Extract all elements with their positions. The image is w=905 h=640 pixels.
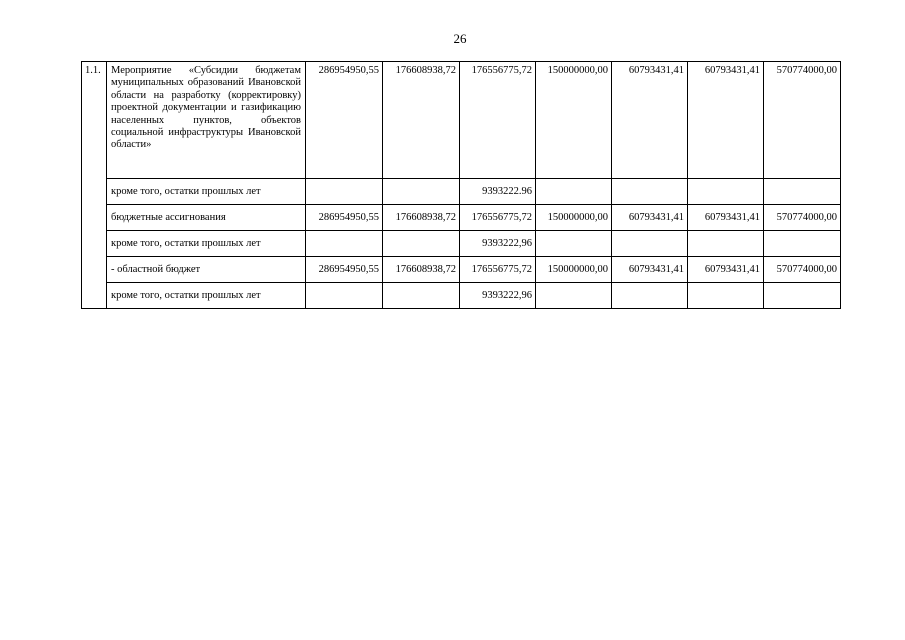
budget-table — [81, 61, 841, 309]
value-cell — [688, 283, 764, 309]
value-cell — [764, 231, 841, 257]
table-row — [82, 179, 841, 205]
value-cell — [536, 283, 612, 309]
value-cell — [306, 231, 383, 257]
value-cell: 60793431,41 — [612, 257, 688, 283]
value-cell: 60793431,41 — [688, 205, 764, 231]
value-cell: 60793431,41 — [612, 205, 688, 231]
value-cell — [688, 179, 764, 205]
value-cell — [383, 179, 460, 205]
value-cell — [764, 179, 841, 205]
value-cell — [536, 179, 612, 205]
value-cell — [383, 283, 460, 309]
value-cell — [383, 231, 460, 257]
value-cell — [306, 283, 383, 309]
value-cell: 60793431,41 — [612, 62, 688, 179]
value-cell: 176556775,72 — [460, 62, 536, 179]
table-row — [82, 62, 841, 179]
table-row — [82, 283, 841, 309]
value-cell: 176608938,72 — [383, 62, 460, 179]
table-row — [82, 205, 841, 231]
row-label: кроме того, остатки прошлых лет — [107, 283, 306, 309]
value-cell: 9393222,96 — [460, 283, 536, 309]
row-label: бюджетные ассигнования — [107, 205, 306, 231]
row-index: 1.1. — [82, 62, 107, 309]
value-cell — [536, 231, 612, 257]
value-cell: 176608938,72 — [383, 205, 460, 231]
value-cell: 286954950,55 — [306, 62, 383, 179]
value-cell — [764, 283, 841, 309]
row-label: кроме того, остатки прошлых лет — [107, 231, 306, 257]
value-cell: 60793431,41 — [688, 257, 764, 283]
value-cell: 9393222,96 — [460, 231, 536, 257]
value-cell — [306, 179, 383, 205]
value-cell: 150000000,00 — [536, 205, 612, 231]
value-cell: 60793431,41 — [688, 62, 764, 179]
value-cell: 570774000,00 — [764, 257, 841, 283]
value-cell: 150000000,00 — [536, 62, 612, 179]
value-cell: 570774000,00 — [764, 205, 841, 231]
value-cell — [612, 179, 688, 205]
value-cell: 150000000,00 — [536, 257, 612, 283]
value-cell: 570774000,00 — [764, 62, 841, 179]
table-row — [82, 231, 841, 257]
row-label: кроме того, остатки прошлых лет — [107, 179, 306, 205]
value-cell — [612, 283, 688, 309]
value-cell — [612, 231, 688, 257]
table-row — [82, 257, 841, 283]
page-number: 26 — [453, 31, 467, 46]
value-cell: 9393222.96 — [460, 179, 536, 205]
value-cell: 286954950,55 — [306, 257, 383, 283]
row-label: - областной бюджет — [107, 257, 306, 283]
value-cell — [688, 231, 764, 257]
row-label: Мероприятие «Субсидии бюджетам муниципальных образований Ивановской области на разработку (корректировку) проектной документации и газификацию населенных пунктов, объектов социальной инфраструктуры Ивановской области» — [107, 62, 306, 179]
value-cell: 176556775,72 — [460, 257, 536, 283]
value-cell: 176556775,72 — [460, 205, 536, 231]
value-cell: 286954950,55 — [306, 205, 383, 231]
value-cell: 176608938,72 — [383, 257, 460, 283]
